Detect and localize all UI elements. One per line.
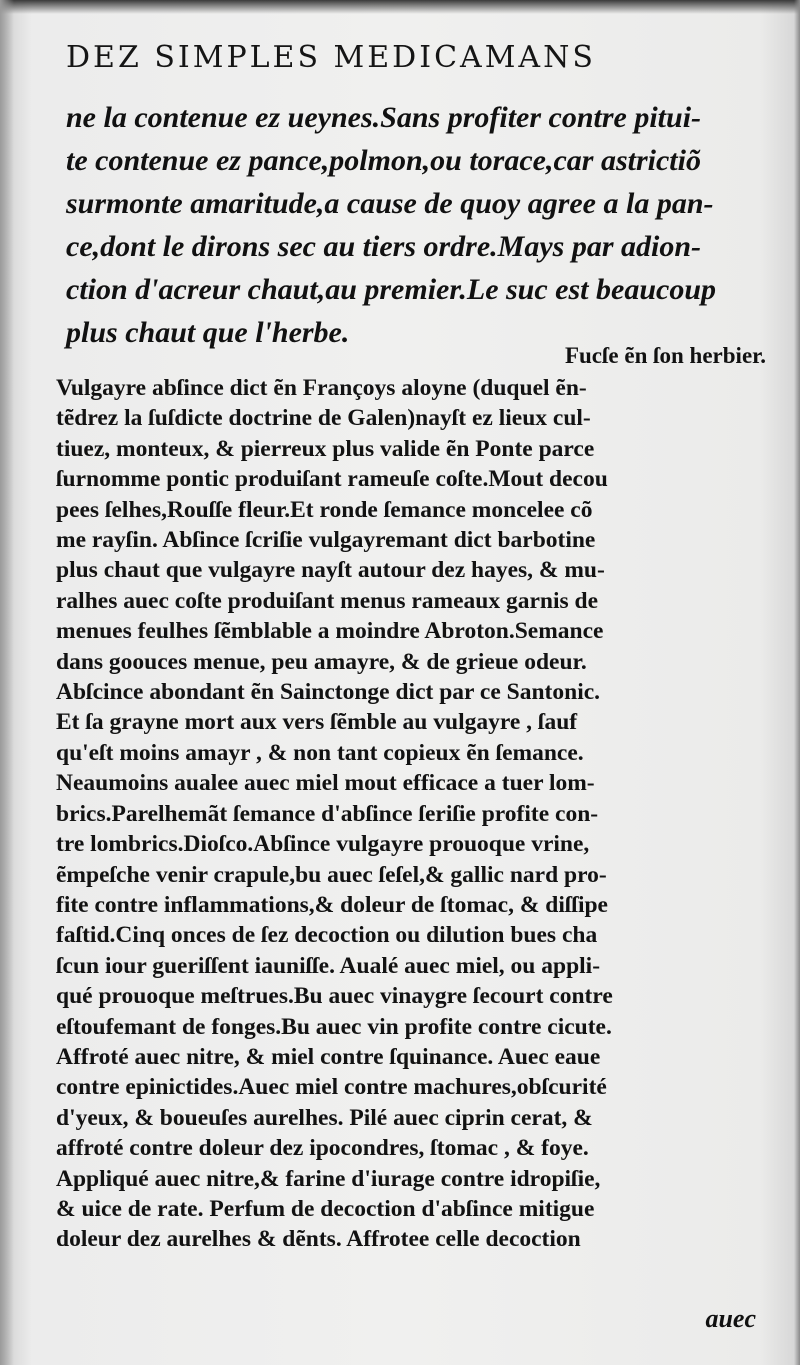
- body-line: Abſcince abondant ẽn Sainctonge dict par ce Santonic.: [56, 679, 601, 706]
- body-line: Affroté auec nitre, & miel contre ſquinance. Auec eaue: [56, 1043, 601, 1070]
- body-line: Appliqué auec nitre,& farine d'iurage contre idropiſie,: [56, 1165, 601, 1192]
- italic-paragraph: [66, 96, 776, 354]
- body-line: ſurnomme pontic produiſant rameuſe coſte.Mout decou: [56, 466, 608, 493]
- body-line: tiuez, monteux, & pierreux plus valide ẽn Ponte parce: [56, 435, 595, 462]
- body-paragraph: [56, 373, 776, 1255]
- body-line: tẽdrez la ſuſdicte doctrine de Galen)nayſt ez lieux cul-: [56, 405, 591, 432]
- body-line: & uice de rate. Perfum de decoction d'abſince mitigue: [56, 1195, 595, 1222]
- body-line: plus chaut que vulgayre nayſt autour dez hayes, & mu-: [56, 557, 605, 584]
- body-line: tre lombrics.Dioſco.Abſince vulgayre prouoque vrine,: [56, 831, 590, 858]
- body-line: menues feulhes ſẽmblable a moindre Abroton.Semance: [56, 618, 604, 645]
- body-line: pees ſelhes,Rouſſe fleur.Et ronde ſemance moncelee cõ: [56, 496, 593, 523]
- catchword: auec: [705, 1304, 756, 1333]
- running-head: DEZ SIMPLES MEDICAMANS: [66, 40, 596, 75]
- body-line: brics.Parelhemãt ſemance d'abſince ſeriſie profite con-: [56, 800, 599, 827]
- body-line: affroté contre doleur dez ipocondres, ſtomac , & foye.: [56, 1135, 589, 1162]
- body-line: fite contre inflammations,& doleur de ſtomac, & diſſipe: [56, 891, 608, 918]
- body-line: ẽmpeſche venir crapule,bu auec ſeſel,& gallic nard pro-: [56, 861, 607, 888]
- body-line: Et ſa grayne mort aux vers ſẽmble au vulgayre , ſauf: [56, 709, 578, 736]
- section-title: Fucſe ẽn ſon herbier.: [564, 343, 766, 368]
- italic-line: surmonte amaritude,a cause de quoy agree a la pan-: [66, 187, 714, 220]
- italic-line: ne la contenue ez ueynes.Sans profiter contre pitui-: [66, 101, 702, 134]
- body-line: qu'eſt moins amayr , & non tant copieux ẽn ſemance.: [56, 739, 584, 766]
- scan-left-edge: [0, 0, 14, 1365]
- body-line: faſtid.Cinq onces de ſez decoction ou dilution bues cha: [56, 922, 598, 949]
- body-line: d'yeux, & boueuſes aurelhes. Pilé auec ciprin cerat, &: [56, 1104, 593, 1131]
- body-line: contre epinictides.Auec miel contre machures,obſcurité: [56, 1074, 607, 1101]
- body-line: me rayſin. Abſince ſcriſie vulgayremant dict barbotine: [56, 527, 596, 554]
- italic-line: ction d'acreur chaut,au premier.Le suc est beaucoup: [66, 273, 717, 306]
- italic-line: plus chaut que l'herbe.: [66, 316, 350, 349]
- scan-top-shadow: [0, 0, 800, 14]
- body-line: qué prouoque meſtrues.Bu auec vinaygre ſecourt contre: [56, 983, 613, 1010]
- scan-right-edge: [794, 0, 800, 1365]
- body-line: Neaumoins aualee auec miel mout efficace a tuer lom-: [56, 770, 595, 797]
- body-line: doleur dez aurelhes & dẽnts. Affrotee celle decoction: [56, 1226, 581, 1253]
- body-line: eſtoufemant de fonges.Bu auec vin profite contre cicute.: [56, 1013, 612, 1040]
- italic-line: ce,dont le dirons sec au tiers ordre.Mays par adion-: [66, 230, 702, 263]
- body-line: ralhes auec coſte produiſant menus rameaux garnis de: [56, 587, 599, 614]
- italic-line: te contenue ez pance,polmon,ou torace,car astrictiõ: [66, 144, 701, 177]
- body-line: ſcun iour gueriſſent iauniſſe. Aualé auec miel, ou appli-: [56, 952, 601, 979]
- body-line: dans goouces menue, peu amayre, & de grieue odeur.: [56, 648, 587, 675]
- body-line: Vulgayre abſince dict ẽn Françoys aloyne (duquel ẽn-: [56, 375, 587, 401]
